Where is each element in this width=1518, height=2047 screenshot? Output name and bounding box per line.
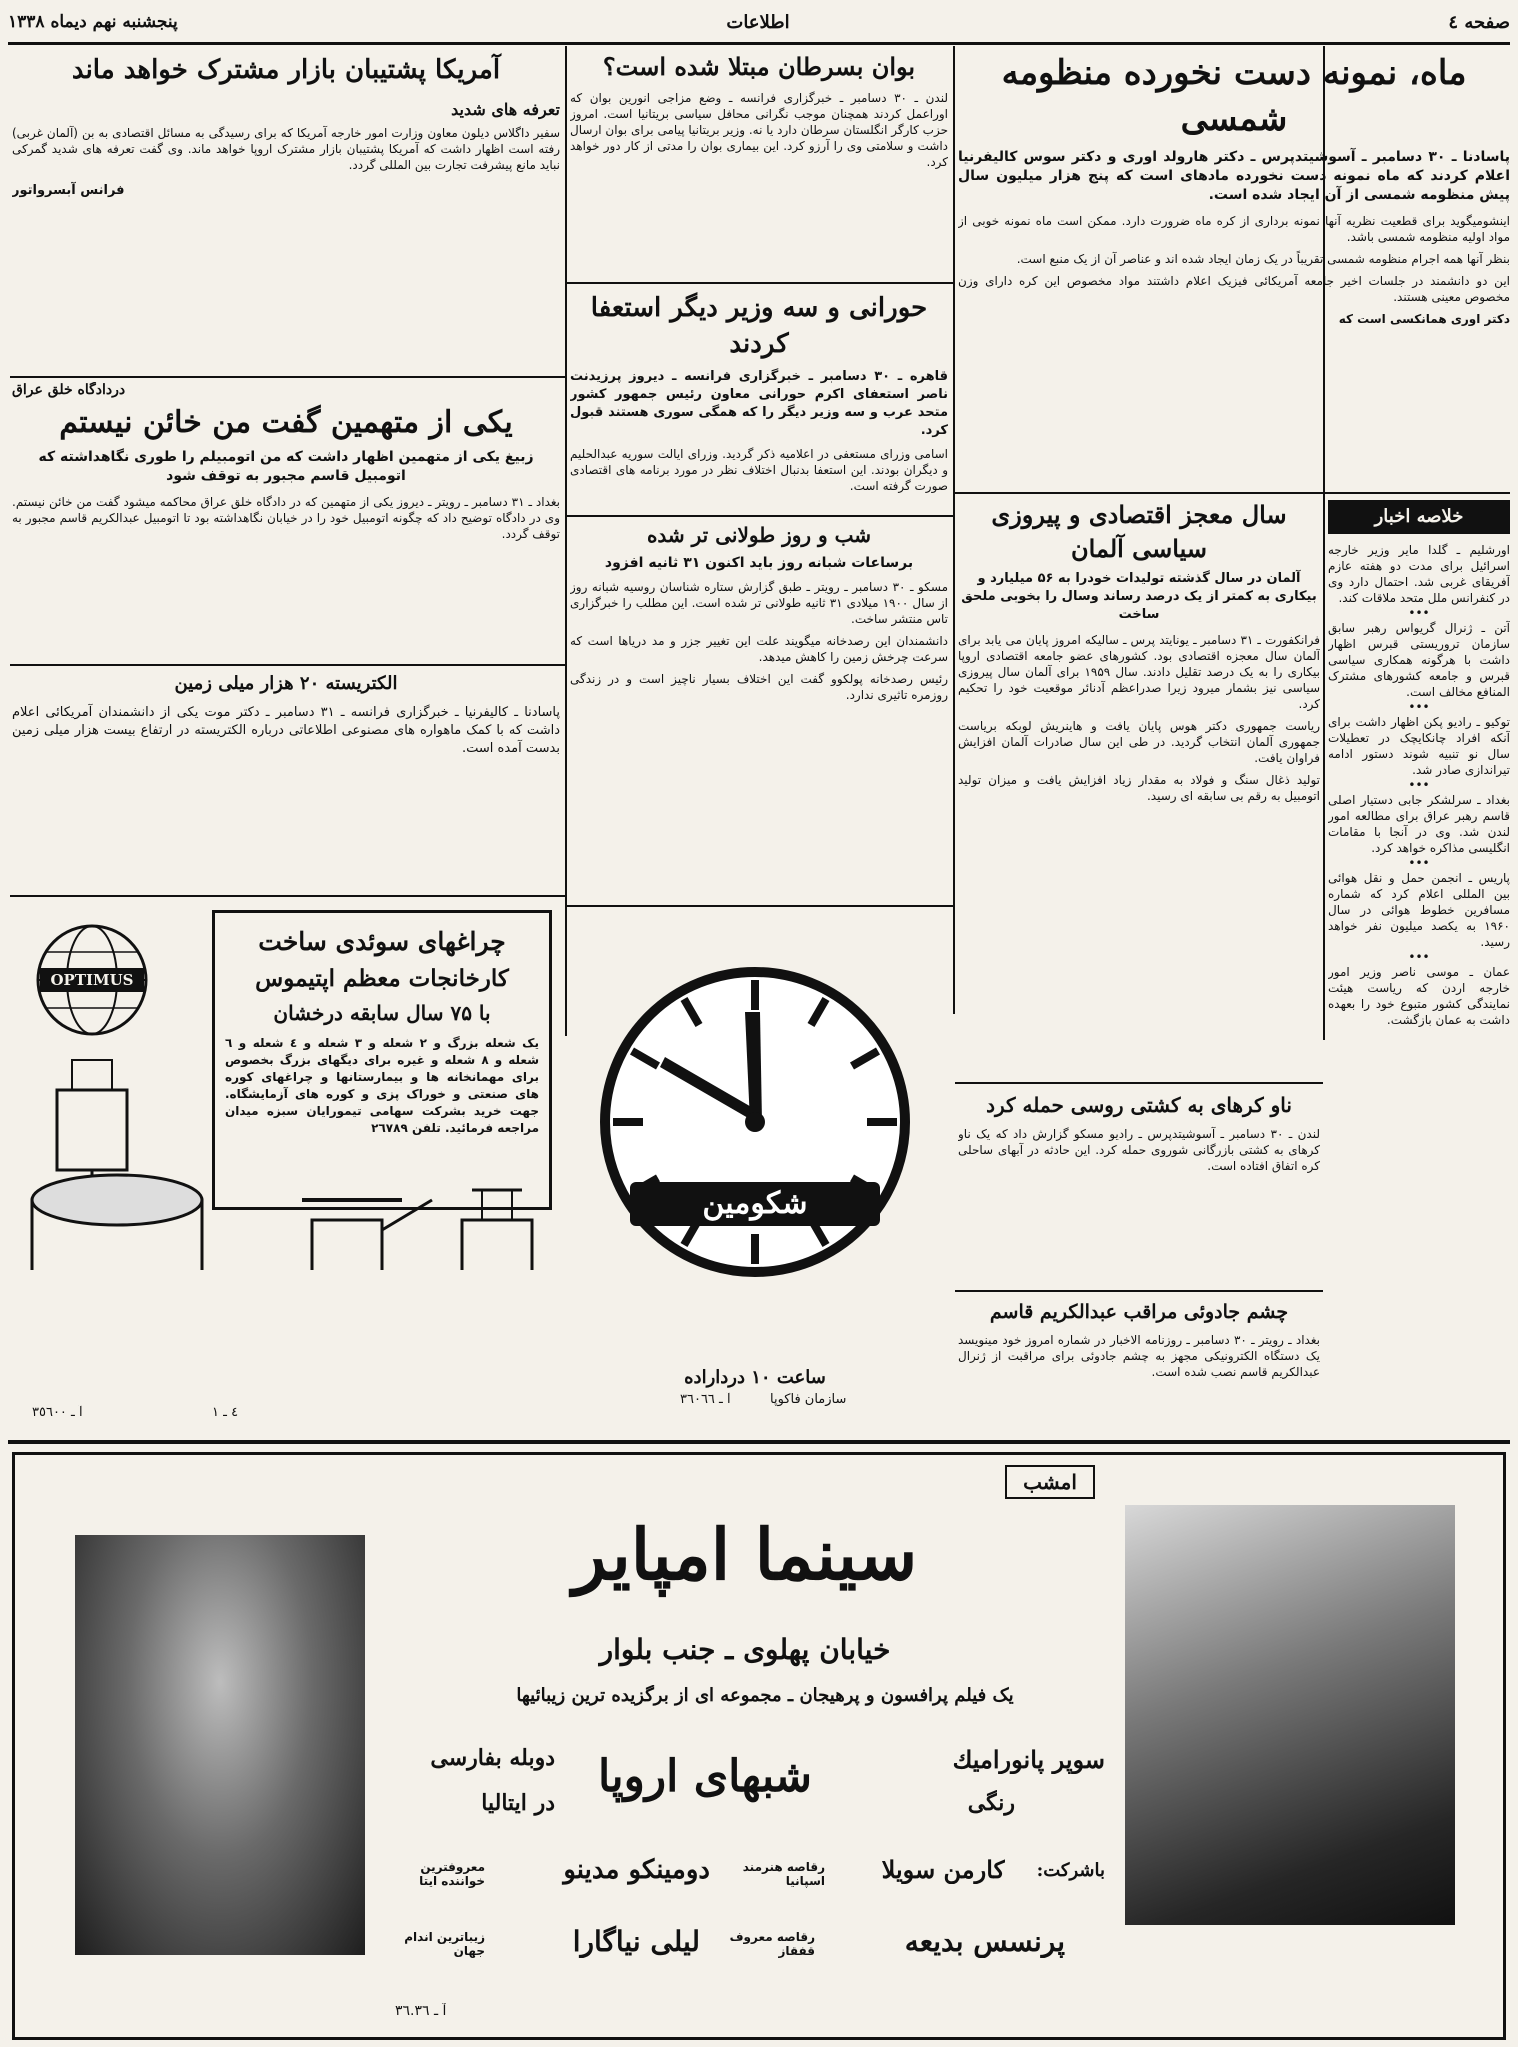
article-hourani — [570, 290, 948, 510]
divider — [953, 46, 955, 1014]
section-label: دردادگاه خلق عراق — [12, 382, 126, 398]
signature: فرانس آبسرواتور — [12, 183, 125, 198]
actress-photo — [75, 1535, 365, 1955]
page-label: صفحه ٤ — [1448, 12, 1510, 33]
optimus-logo — [32, 920, 152, 1040]
body: پاسادنا ـ کالیفرنیا ـ خبرگزاری فرانسه ـ ۳۱ دسامبر ـ دکتر موت یکی از دانشمندان آمریکائی اعلام داشت که با کمک ماهواره های مصنوعی اطلاعاتی درباره الکتریسته در ارتفاع بیست هزار میلی زمین بدست آمده است. — [12, 705, 560, 756]
deck: آلمان در سال گذشته تولیدات خودرا به ۵۶ میلیارد و بیکاری به کمتر از یک درصد رساند وسال را بخوبی ملحق ساخت — [961, 571, 1317, 622]
paragraph: دانشمندان این رصدخانه میگویند علت این تغییر جزر و مد دریاها است که سرعت چرخش زمین را کاهش میدهد. — [570, 634, 948, 664]
cinema-tonight: امشب — [1005, 1465, 1095, 1499]
clock-brand: شکومین — [630, 1182, 880, 1226]
headline: ناو کرهای به کشتی روسی حمله کرد — [986, 1093, 1292, 1117]
sidebar-title: خلاصه اخبار — [1328, 500, 1510, 534]
ad-code: آ ـ ۳٦.۳٦ — [395, 2003, 447, 2019]
stove-illustrations — [12, 1050, 552, 1270]
body: فرانکفورت ـ ۳۱ دسامبر ـ یونایتد پرس ـ سالیکه امروز پایان می یابد برای آلمان سال معجزه اقتصادی بود. کشورهای عضو جامعه اقتصادی اروپا بیکاری را به یک درصد تقلیل دادند. سال ۱۹۵۹ برای آلمان سال پیروزی سیاسی نیز بشمار میرود زیرا صدراعظم آدنائر موقعیت خود را تحکیم کرد. — [958, 633, 1320, 711]
film-dub: دوبله بفارسی — [430, 1745, 555, 1771]
news-item: اورشلیم ـ گلدا مایر وزیر خارجه اسرائیل برای مدت دو هفته عازم آفریقای غربی شد. احتمال دارد وی در کنفرانس ملل متحد ملاقات کند. — [1328, 543, 1510, 605]
cast-actor-1-note: رقاصه هنرمند اسپانیا — [742, 1860, 825, 1888]
article-electricity — [12, 670, 560, 890]
divider — [10, 664, 565, 666]
ad-code: آ ـ ۳٥٦۰۰ — [32, 1405, 83, 1420]
divider — [565, 46, 567, 1036]
paragraph: اینشومیگوید برای قطعیت نظریه آنها نمونه برداری از کره ماه ضرورت دارد. ممکن است ماه نمونه خوبی از مواد اولیه منظومه شمسی باشد. — [958, 214, 1510, 244]
divider — [10, 895, 565, 897]
paragraph: این دو دانشمند در جلسات اخیر جامعه آمریکائی فیزیک اعلام داشتند مواد مخصوص این کره دارای وزن مخصوص معینی هستند. — [958, 274, 1510, 304]
cast-actor-2: دومینکو مدینو — [563, 1855, 710, 1885]
divider — [567, 905, 953, 907]
ad-agency: سازمان فاکوپا — [770, 1392, 847, 1407]
divider — [567, 282, 953, 284]
cinema-tagline: یک فیلم پرافسون و پرهیجان ـ مجموعه ای از برگزیده ترین زیبائیها — [516, 1685, 1014, 1706]
cast-actor-4: لیلی نیاگارا — [572, 1925, 700, 1958]
ad-line-2: کارخانجات معظم اپتیموس — [255, 965, 509, 992]
ad-ref: ٤ ـ ۱ — [212, 1405, 239, 1420]
separator-stars: ••• — [1408, 700, 1430, 714]
article-ship — [958, 1090, 1320, 1280]
body: سفیر داگلاس دیلون معاون وزارت امور خارجه آمریکا که برای رسیدگی به مسائل اقتصادی به بن (آلمان غربی) رفته است اظهار داشت که آمریکا پشتیبان بازار مشترک اروپا خواهد ماند. وی گفت تعرفه های شدید گمرکی نباید مانع پیشرفت تجارت بین المللی گردد. — [12, 126, 560, 172]
masthead — [8, 8, 1510, 42]
cast-actor-3: پرنسس بدیعه — [904, 1925, 1065, 1958]
cast-actor-3-note: رقاصه معروف قفقاز — [729, 1930, 815, 1958]
paragraph: تولید ذغال سنگ و فولاد به مقدار زیاد افزایش یافت و میزان تولید اتومبیل به رقم بی سابقه ای رسید. — [958, 773, 1320, 803]
burner-icon — [462, 1190, 532, 1270]
film-title: شبهای اروپا — [598, 1751, 812, 1802]
divider — [955, 492, 1510, 494]
body: مسکو ـ ۳۰ دسامبر ـ رویتر ـ طبق گزارش ستاره شناسان روسیه شبانه روز از سال ۱۹۰۰ میلادی ۳۱ ثانیه طولانی تر شده است. این مطلب را خبرگزاری تاس منتشر ساخت. — [570, 580, 948, 626]
ad-line-3: با ۷۵ سال سابقه درخشان — [273, 1001, 491, 1025]
news-item: عمان ـ موسی ناصر وزیر امور خارجه اردن که ریاست هیئت نمایندگی کشور متبوع خود را بعهده داشت به عمان بازگشت. — [1328, 965, 1510, 1027]
body: اسامی وزرای مستعفی در اعلامیه ذکر گردید. وزرای ایالت سوریه عبدالحلیم و دیگران بودند. این استعفا بدنبال اختلاف نظر در مورد برنامه های اقتصادی صورت گرفته است. — [570, 447, 948, 493]
ad-clock — [570, 912, 948, 1432]
paragraph: بنظر آنها همه اجرام منظومه شمسی تقریباً در یک زمان ایجاد شده اند و عناصر آن از یک منبع است. — [1016, 252, 1510, 266]
divider — [10, 376, 565, 378]
ad-cinema — [12, 1452, 1506, 2040]
blowtorch-icon — [302, 1200, 432, 1270]
paragraph: رئیس رصدخانه پولکوو گفت این اختلاف بسیار ناچیز است و در زندگی روزمره تاثیری ندارد. — [570, 672, 948, 702]
article-germany — [958, 498, 1320, 1058]
section-rule — [8, 1440, 1510, 1444]
headline: الکتریسته ۲۰ هزار میلی زمین — [174, 673, 398, 694]
ad-body: یک شعله بزرگ و ۲ شعله و ۳ شعله و ٤ شعله و ٦ شعله و ۸ شعله و غیره برای دیگهای بزرگ بخصوص برای مهمانخانه ها و بیمارستانها و چراغهای کوره های صنعتی و خوراک پزی و کوره های آزمایشگاه. جهت خرید بشرکت سهامی تیمورایان سبزه میدان مراجعه فرمائید. تلفن ۲٦۷۸۹ — [225, 1036, 539, 1135]
headline: بوان بسرطان مبتلا شده است؟ — [602, 52, 916, 81]
headline: چشم جادوئی مراقب عبدالکریم قاسم — [989, 1301, 1289, 1323]
news-item: بغداد ـ سرلشکر جابی دستیار اصلی قاسم رهبر عراق برای مطالعه امور لندن شد. وی در آنجا با مقامات انگلیسی مذاکره خواهد کرد. — [1328, 793, 1510, 855]
cinema-address: خیابان پهلوی ـ جنب بلوار — [599, 1633, 891, 1666]
headline: حورانی و سه وزیر دیگر استعفا کردند — [590, 293, 928, 359]
film-origin: در ایتالیا — [481, 1790, 555, 1816]
issue-date: پنجشنبه نهم دیماه ۱۳۳۸ — [8, 12, 178, 32]
body: لندن ـ ۳۰ دسامبر ـ آسوشیتدپرس ـ رادیو مسکو گزارش داد که یک ناو کرهای به کشتی بازرگانی شوروی حمله کرد. این حادثه در آبهای ساحلی کره اتفاق افتاده است. — [958, 1127, 1320, 1173]
headline: شب و روز طولانی تر شده — [646, 523, 872, 547]
separator-stars: ••• — [1408, 606, 1430, 620]
deck: برساعات شبانه روز باید اکنون ۳۱ ثانیه افزود — [604, 555, 914, 571]
headline: یکی از متهمین گفت من خائن نیستم — [59, 405, 513, 440]
lead: پاسادنا ـ ۳۰ دسامبر ـ آسوشیتدپرس ـ دکتر هارولد اوری و دکتر سوس کالیفرنیا اعلام کردند که ماه نمونه دست نخورده مادهای است که پنج هزار میلیون سال پیش منظومه شمسی از آن ایجاد شده است. — [958, 149, 1510, 203]
article-america — [12, 50, 560, 375]
body: بغداد ـ رویتر ـ ۳۰ دسامبر ـ روزنامه الاخبار در شماره امروز خود مینویسد یک دستگاه الکترونیکی مجهز به چشم جادوئی برای مراقبت از ژنرال عبدالکریم قاسم نصب شده است. — [958, 1333, 1320, 1379]
cast-actor-1: کارمن سویلا — [881, 1855, 1005, 1884]
news-item: پاریس ـ انجمن حمل و نقل هوائی بین المللی اعلام کرد که شماره مسافرین خطوط هوائی در سال ۱۹۶۰ به یکصد میلیون نفر خواهد رسید. — [1328, 871, 1510, 949]
headline: سال معجز اقتصادی و پیروزی سیاسی آلمان — [991, 500, 1287, 563]
film-color: رنگی — [967, 1790, 1015, 1816]
paper-name: اطلاعات — [726, 12, 790, 33]
ad-line-1: چراغهای سوئدی ساخت — [258, 927, 506, 956]
ad-code: آ ـ ۳٦۰٦٦ — [680, 1392, 731, 1407]
deck: زبیغ یکی از متهمین اظهار داشت که من اتومبیلم را طوری نگاهداشته که اتومبیل قاسم مجبور به توقف شود — [38, 449, 534, 484]
separator-stars: ••• — [1408, 778, 1430, 792]
ad-optimus — [12, 900, 562, 1430]
clock-icon — [590, 952, 920, 1292]
news-item: آتن ـ ژنرال گریواس رهبر سابق سازمان تروریستی قبرس اظهار داشت با هرگونه همکاری سیاسی قبرس و جامعه کشورهای مشترک المنافع مخالف است. — [1328, 621, 1510, 699]
article-eye — [958, 1298, 1320, 1428]
separator-stars: ••• — [1408, 950, 1430, 964]
cast-actor-2-note: معروفترین خواننده ایتا — [419, 1860, 485, 1888]
cast-actor-4-note: زیباترین اندام جهان — [404, 1930, 485, 1958]
logo-text: OPTIMUS — [50, 971, 134, 989]
headline: ماه، نمونه دست نخورده منظومه شمسی — [1001, 53, 1467, 139]
headline: آمریکا پشتیبان بازار مشترک خواهد ماند — [71, 55, 501, 85]
cast-with: باشرکت: — [1036, 1860, 1105, 1881]
masthead-rule — [8, 42, 1510, 45]
article-solar — [958, 50, 1510, 490]
clock-caption: ساعت ۱۰ درداراده — [684, 1367, 826, 1388]
article-day — [570, 520, 948, 900]
paragraph: ریاست جمهوری دکتر هوس پایان یافت و هاینریش لوبکه بریاست جمهوری آلمان انتخاب گردید. در طی این سال صادرات آلمان افزایش فراوان یافت. — [958, 719, 1320, 765]
film-format: سوپر پانوراميك — [952, 1745, 1105, 1774]
sidebar-news-summary — [1328, 500, 1510, 1440]
body: لندن ـ ۳۰ دسامبر ـ خبرگزاری فرانسه ـ وضع مزاجی انورین بوان که اوراعمل کردند همچنان موجب نگرانی محافل سیاسی بریتانیا است. امروز حزب کارگر انگلستان سرطان دارد یا نه. وزیر بریتانیا پیامی برای بوان ارسال داشت و سلامتی وی را آرزو کرد. این بیماری بوان را مدتی از کار دور خواهد کرد. — [570, 91, 948, 169]
article-cancer — [570, 50, 948, 280]
paragraph: دکتر اوری همانکسی است که — [1338, 312, 1510, 326]
stove-icon — [32, 1175, 202, 1270]
divider — [955, 1290, 1323, 1292]
article-iraq — [12, 382, 560, 662]
divider — [955, 1082, 1323, 1084]
body: بغداد ـ ۳۱ دسامبر ـ رویتر ـ دیروز یکی از متهمین که در دادگاه خلق عراق محاکمه میشود گفت من خائن نیستم. وی در دادگاه توضیح داد که چگونه اتومبیل خود را در خیابان نگاهداشته بود تا اتومبیل عبدالکریم قاسم مجبور به توقف گردد. — [12, 495, 560, 541]
news-item: توکیو ـ رادیو پکن اظهار داشت برای آنکه افراد چانکایچک در تعطیلات سال نو تنبیه شوند دستور ادامه تیراندازی صادر شد. — [1328, 715, 1510, 777]
lead: قاهره ـ ۳۰ دسامبر ـ خبرگزاری فرانسه ـ دیروز پرزیدنت ناصر استعفای اکرم حورانی معاون رئیس جمهور کشور متحد عرب و سه وزیر دیگر را که همگی سوری هستند قبول کرد. — [570, 369, 948, 438]
cinema-name: سینما امپایر — [572, 1513, 918, 1596]
divider — [567, 515, 953, 517]
separator-stars: ••• — [1408, 856, 1430, 870]
dance-photo — [1125, 1505, 1455, 1925]
subhead: تعرفه های شدید — [451, 100, 560, 119]
